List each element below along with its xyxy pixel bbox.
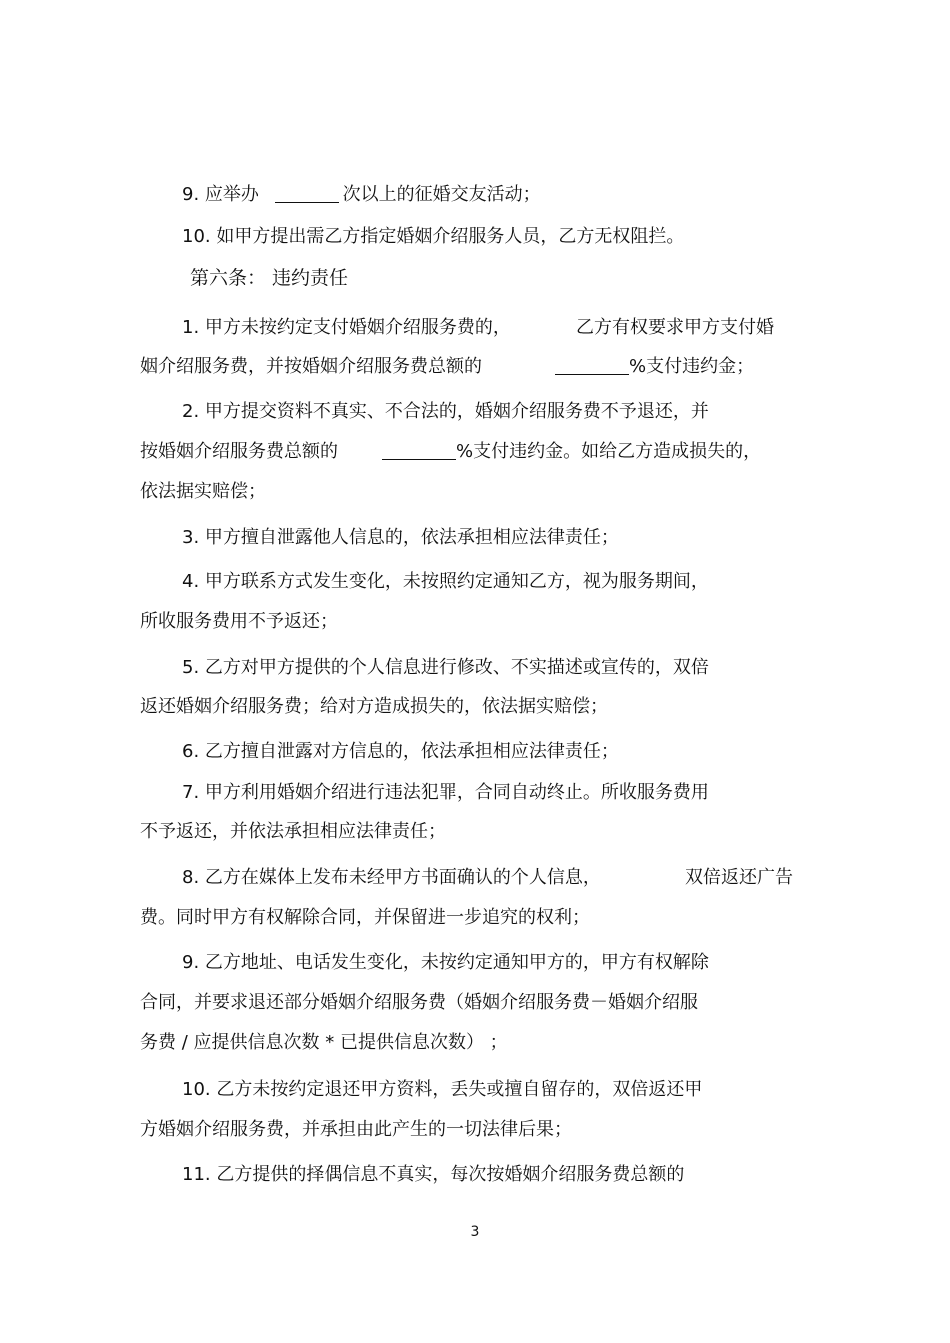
fill-in-blank	[275, 184, 339, 203]
clause-line	[182, 316, 511, 340]
clause-line: 姻介绍服务费，并按婚姻介绍服务费总额的	[140, 356, 482, 377]
clause-line: 9. 乙方地址、电话发生变化，未按约定通知甲方的，甲方有权解除	[182, 952, 709, 973]
clause-line	[182, 183, 541, 207]
clause-line: 合同，并要求退还部分婚姻介绍服务费（婚姻介绍服务费－婚姻介绍服	[140, 992, 698, 1013]
clause-line: 2. 甲方提交资料不真实、不合法的，婚姻介绍服务费不予退还，并	[182, 401, 709, 422]
clause-text: %支付违约金；	[629, 356, 755, 377]
clause-line: 务费 / 应提供信息次数 * 已提供信息次数） ；	[140, 1032, 508, 1053]
clause-line: 7. 甲方利用婚姻介绍进行违法犯罪，合同自动终止。所收服务费用	[182, 782, 709, 803]
page-number: 3	[470, 1224, 480, 1240]
fill-in-blank	[555, 356, 629, 375]
clause-line: 返还婚姻介绍服务费；给对方造成损失的，依法据实赔偿；	[140, 696, 608, 717]
clause-line: 双倍返还广告	[685, 867, 793, 888]
clause-line: 11. 乙方提供的择偶信息不真实，每次按婚姻介绍服务费总额的	[182, 1164, 685, 1185]
clause-text: 次以上的征婚交友活动；	[342, 184, 541, 205]
section-heading: 第六条： 违约责任	[190, 267, 349, 289]
clause-text: 1. 甲方未按约定支付婚姻介绍服务费的，	[182, 317, 511, 338]
clause-text: 9. 应举办	[182, 184, 259, 205]
clause-line: 10. 乙方未按约定退还甲方资料，丢失或擅自留存的，双倍返还甲	[182, 1079, 703, 1100]
clause-line	[555, 355, 754, 379]
clause-line: 乙方有权要求甲方支付婚	[576, 317, 774, 338]
clause-line: 所收服务费用不予返还；	[140, 611, 338, 632]
fill-in-blank	[382, 441, 456, 460]
clause-line: 6. 乙方擅自泄露对方信息的，依法承担相应法律责任；	[182, 741, 619, 762]
clause-line: 10. 如甲方提出需乙方指定婚姻介绍服务人员，乙方无权阻拦。	[182, 226, 685, 247]
clause-line: 4. 甲方联系方式发生变化，未按照约定通知乙方，视为服务期间，	[182, 571, 709, 592]
clause-line: 依法据实赔偿；	[140, 481, 266, 502]
clause-text: %支付违约金。如给乙方造成损失的，	[456, 441, 762, 462]
clause-line: 8. 乙方在媒体上发布未经甲方书面确认的个人信息，	[182, 867, 601, 888]
clause-line: 方婚姻介绍服务费，并承担由此产生的一切法律后果；	[140, 1119, 572, 1140]
clause-line: 3. 甲方擅自泄露他人信息的，依法承担相应法律责任；	[182, 527, 619, 548]
clause-line: 5. 乙方对甲方提供的个人信息进行修改、不实描述或宣传的，双倍	[182, 657, 709, 678]
clause-line: 按婚姻介绍服务费总额的	[140, 441, 338, 462]
clause-line: 不予返还，并依法承担相应法律责任；	[140, 821, 446, 842]
clause-line: 费。同时甲方有权解除合同，并保留进一步追究的权利；	[140, 907, 590, 928]
clause-line	[382, 440, 761, 464]
